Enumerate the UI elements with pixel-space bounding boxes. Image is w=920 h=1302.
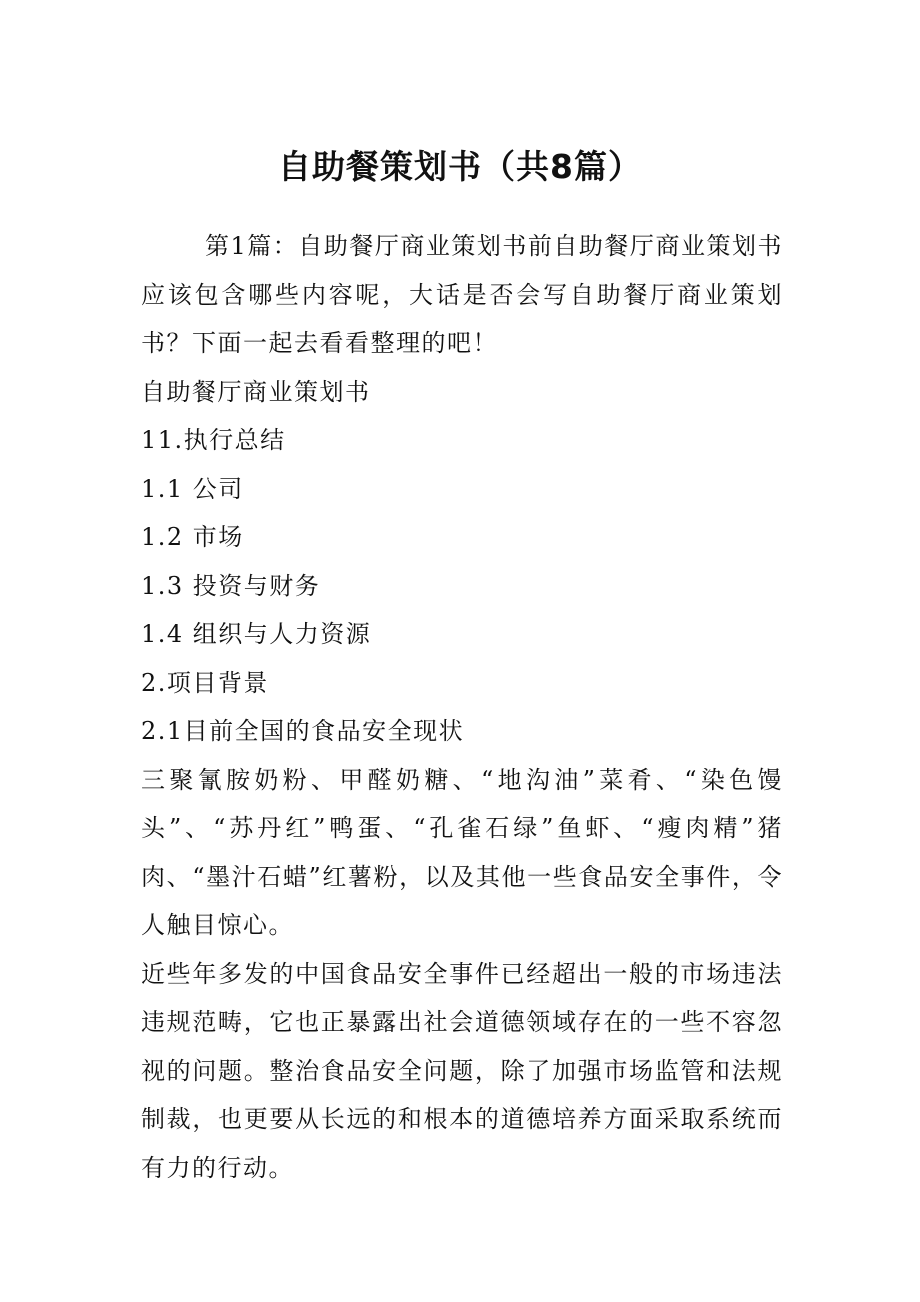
toc-item-market: 1.2 市场 xyxy=(141,523,244,551)
toc-item-organization-hr: 1.4 组织与人力资源 xyxy=(141,620,372,648)
document-title: 自助餐策划书（共8篇） xyxy=(278,147,642,186)
toc-item-company: 1.1 公司 xyxy=(141,474,244,503)
intro-paragraph: 第1篇：自助餐厅商业策划书前自助餐厅商业策划书应该包含哪些内容呢，大话是否会写自助餐厅商业策划书？下面一起去看看整理的吧！ xyxy=(141,232,783,357)
toc-item-executive-summary: 11.执行总结 xyxy=(141,426,286,454)
subheading-food-safety-status: 2.1目前全国的食品安全现状 xyxy=(141,717,465,745)
food-safety-ethics-paragraph: 近些年多发的中国食品安全事件已经超出一般的市场违法违规范畴，它也正暴露出社会道德领域存在的一些不容忽视的问题。整治食品安全问题，除了加强市场监管和法规制裁，也更要从长远的和根本的道德培养方面采取系统而有力的行动。 xyxy=(141,959,783,1182)
toc-item-investment-finance: 1.3 投资与财务 xyxy=(141,571,321,600)
toc-item-project-background: 2.项目背景 xyxy=(141,668,269,697)
section-heading: 自助餐厅商业策划书 xyxy=(141,377,371,406)
food-safety-incidents-paragraph: 三聚氰胺奶粉、甲醛奶糖、“地沟油”菜肴、“染色馒头”、“苏丹红”鸭蛋、“孔雀石绿”鱼虾、“瘦肉精”猪肉、“墨汁石蜡”红薯粉，以及其他一些食品安全事件，令人触目惊心。 xyxy=(141,765,783,939)
document-body xyxy=(141,222,783,1192)
